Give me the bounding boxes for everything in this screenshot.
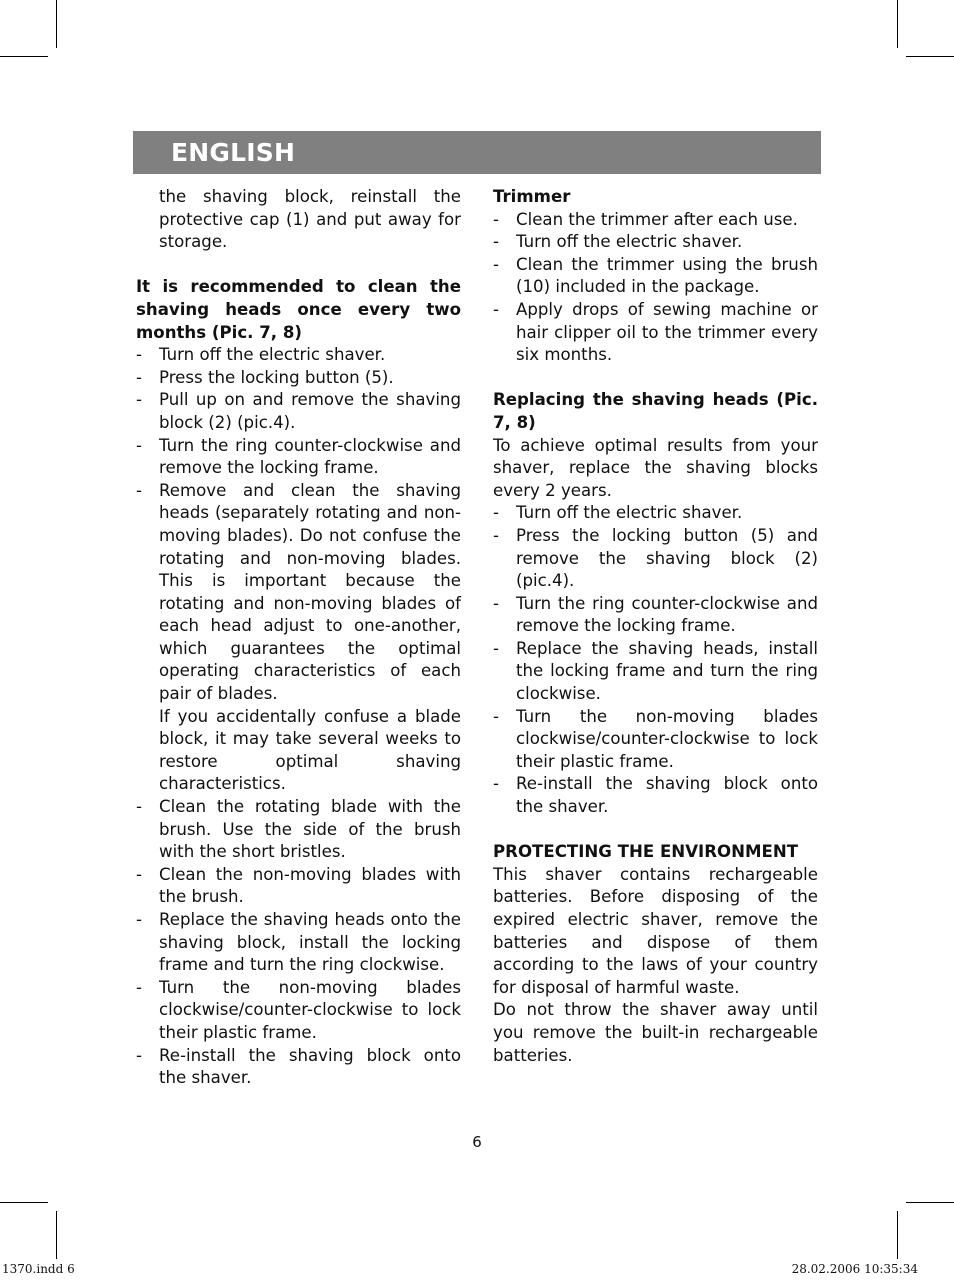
list-item: - Turn the ring counter-clockwise and remove the locking frame.: [136, 435, 461, 478]
list-item: - Replace the shaving heads onto the shaving block, install the locking frame and turn the ring clockwise.: [136, 910, 461, 975]
left-column: [136, 186, 461, 1090]
cleaning-heading: It is recommended to clean the shaving heads once every two months (Pic. 7, 8): [136, 277, 461, 342]
list-item: - Turn off the electric shaver.: [136, 345, 386, 365]
list-item: - Turn off the electric shaver.: [493, 232, 743, 252]
cleaning-list: [136, 344, 461, 1090]
list-item: - Clean the trimmer using the brush (10) included in the package.: [493, 254, 818, 297]
list-item: - Turn the ring counter-clockwise and remove the locking frame.: [493, 593, 818, 636]
crop-mark: [897, 0, 898, 48]
trimmer-list: [493, 209, 818, 367]
intro-text: the shaving block, reinstall the protective cap (1) and put away for storage.: [159, 187, 461, 252]
replace-list: [493, 502, 818, 818]
list-item: - Turn off the electric shaver.: [493, 503, 743, 523]
crop-mark: [906, 56, 954, 57]
list-item: - Re-install the shaving block onto the shaver.: [493, 774, 818, 817]
list-item: - Turn the non-moving blades clockwise/counter-clockwise to lock their plastic frame.: [493, 706, 818, 771]
environment-text: This shaver contains rechargeable batteries. Before disposing of the expired electric shaver, remove the batteries and dispose of them according to the laws of your country for disposal of harmful waste.: [493, 864, 818, 997]
list-item: - Clean the non-moving blades with the brush.: [136, 864, 461, 907]
crop-mark: [906, 1202, 954, 1203]
list-item: - Press the locking button (5) and remove the shaving block (2) (pic.4).: [493, 525, 818, 591]
crop-mark: [0, 1202, 48, 1203]
environment-heading: PROTECTING THE ENVIRONMENT: [493, 842, 799, 862]
replace-intro: To achieve optimal results from your shaver, replace the shaving blocks every 2 years.: [493, 435, 818, 500]
list-item: - Remove and clean the shaving heads (separately rotating and non-moving blades). Do not confuse the rotating and non-moving blades. This is important because the rotating and non-moving blades of each head adjust to one-another, which guarantees the optimal operating characteristics of each pair of blades. If you accidentally confuse a blade block, it may take several weeks to restore optimal shaving characteristics.: [136, 480, 461, 796]
page-number: 6: [472, 1133, 482, 1151]
crop-mark: [56, 0, 57, 48]
file-slug: 1370.indd 6: [2, 1262, 75, 1276]
list-item: - Press the locking button (5).: [136, 367, 394, 387]
crop-mark: [56, 1211, 57, 1259]
list-item: - Re-install the shaving block onto the shaver.: [136, 1045, 461, 1088]
trimmer-heading: Trimmer: [493, 187, 571, 206]
date-slug: 28.02.2006 10:35:34: [791, 1262, 918, 1276]
list-item-note: If you accidentally confuse a blade block, it may take several weeks to restore optimal shaving characteristics.: [159, 706, 461, 794]
right-column: [493, 186, 818, 1067]
list-item: - Turn the non-moving blades clockwise/counter-clockwise to lock their plastic frame.: [136, 977, 461, 1042]
list-item: - Replace the shaving heads, install the locking frame and turn the ring clockwise.: [493, 638, 818, 704]
list-item: - Pull up on and remove the shaving block (2) (pic.4).: [136, 390, 461, 432]
environment-text: Do not throw the shaver away until you remove the built-in rechargeable batteries.: [493, 1000, 818, 1065]
language-banner: [133, 131, 821, 174]
crop-mark: [0, 56, 48, 57]
banner-title: ENGLISH: [171, 138, 296, 167]
crop-mark: [897, 1211, 898, 1259]
list-item: - Apply drops of sewing machine or hair clipper oil to the trimmer every six months.: [493, 299, 818, 365]
replace-heading: Replacing the shaving heads (Pic. 7, 8): [493, 390, 818, 432]
list-item: - Clean the trimmer after each use.: [493, 209, 798, 229]
list-item: - Clean the rotating blade with the brush. Use the side of the brush with the short bristles.: [136, 797, 461, 862]
